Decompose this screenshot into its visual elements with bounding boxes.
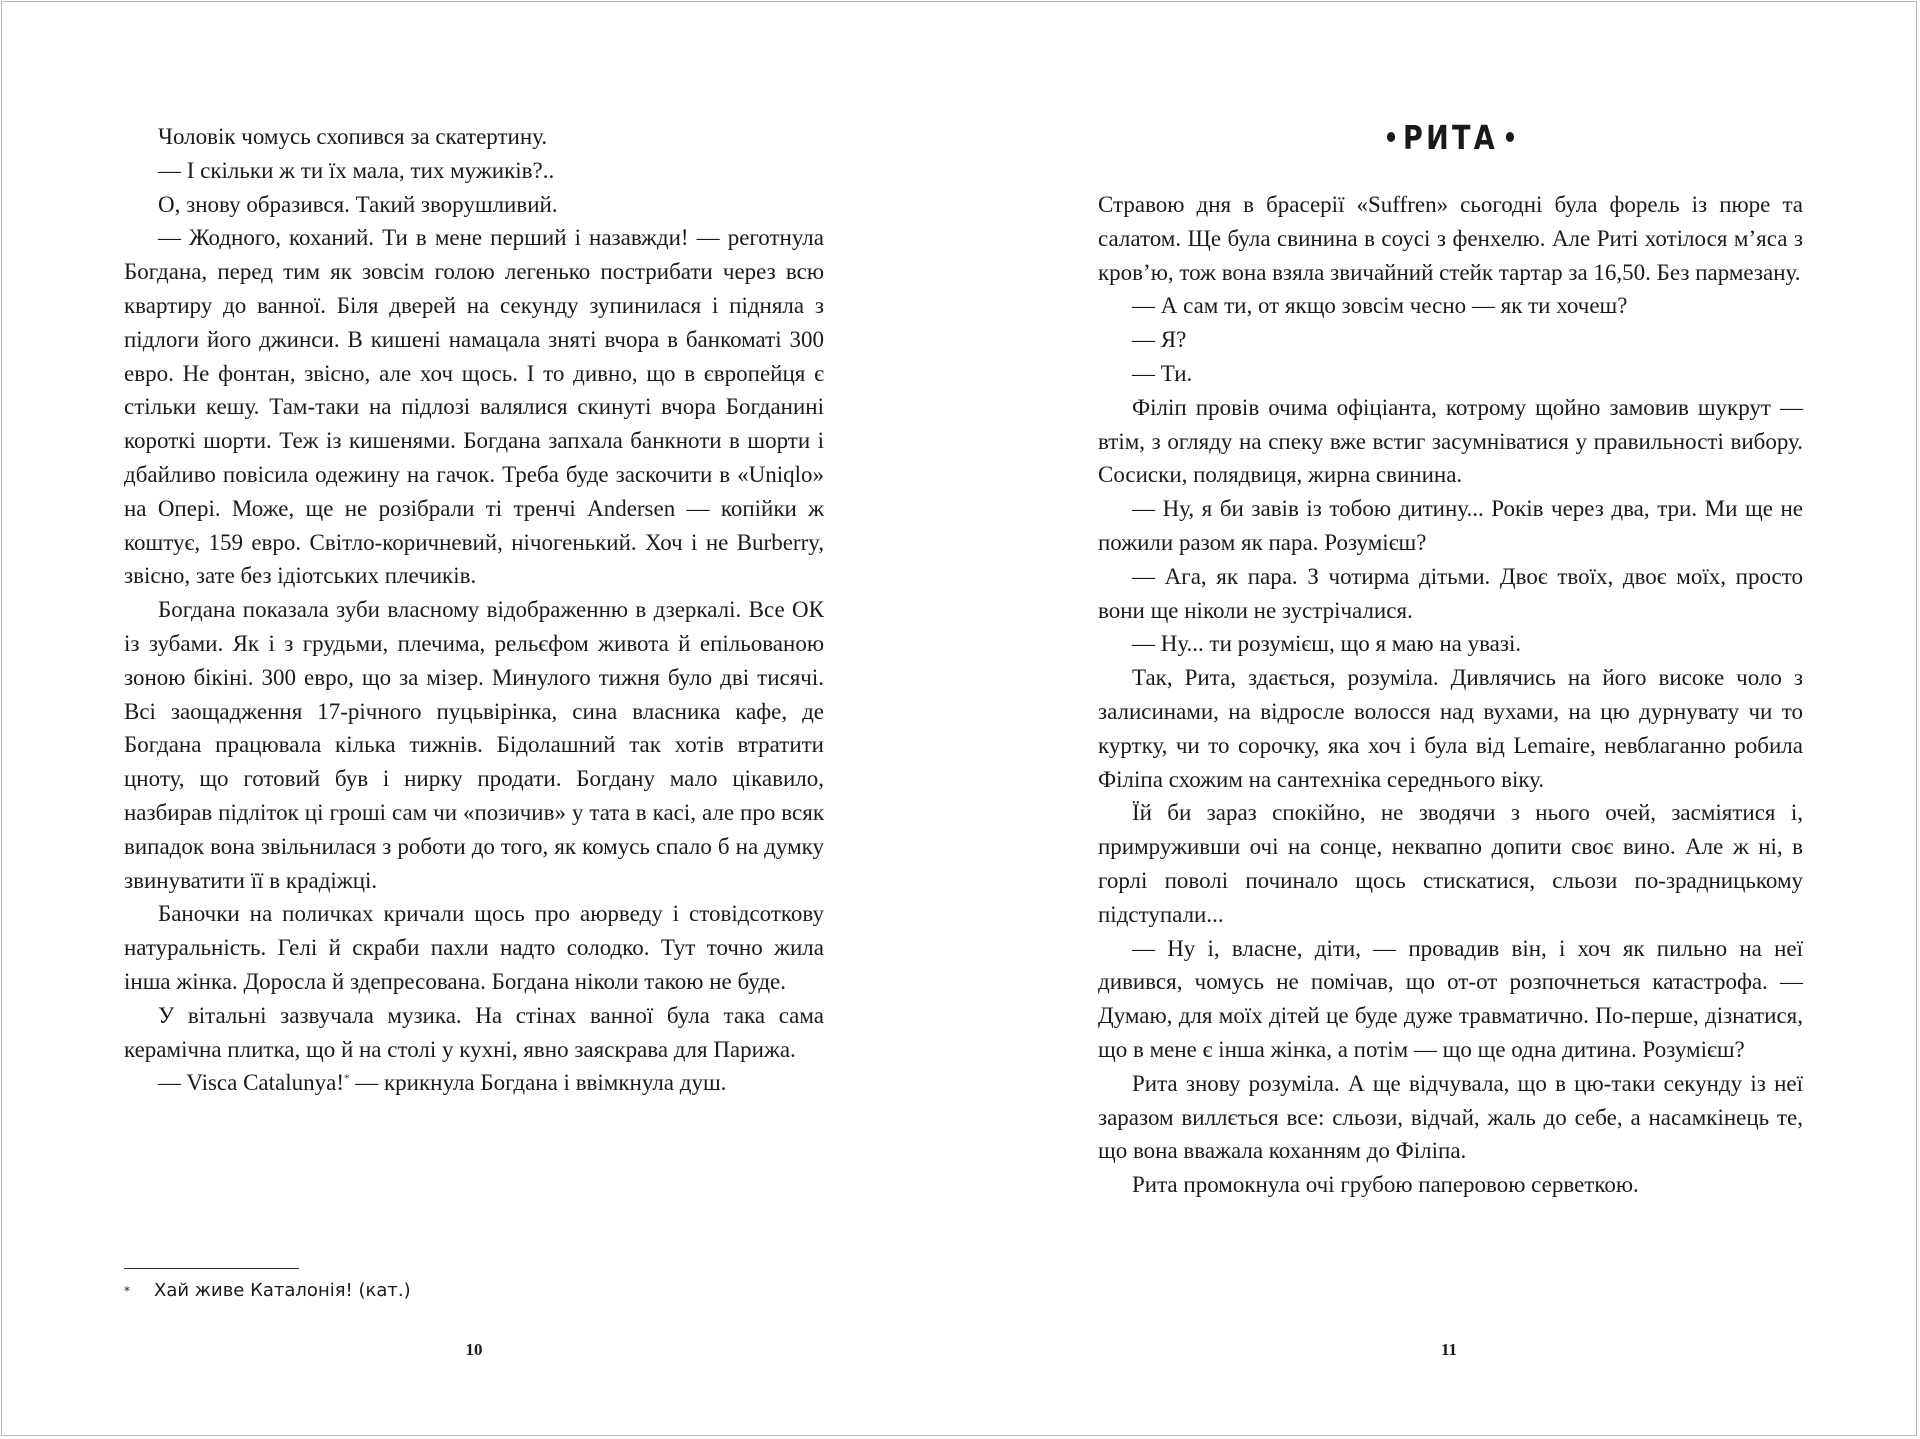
paragraph: Баночки на поличках кричали щось про аюрведу і стовідсоткову натуральність. Гелі й скраби пахли надто солодко. Тут точно жила інша жінка. Доросла й здепресована. Богдана ніколи такою не буде.	[124, 901, 824, 994]
right-page	[960, 0, 1920, 1439]
last-paragraph-start: — Visca Catalunya!	[158, 1070, 344, 1096]
page-number: 10	[465, 1340, 483, 1359]
paragraph: Рита знову розуміла. А ще відчувала, що в цю-таки секунду із неї заразом виллється все: сльози, відчай, жаль до себе, а насамкінець те, що вона вважала коханням до Філіпа.	[1098, 1070, 1803, 1164]
chapter-title-text: РИТА	[1402, 118, 1498, 157]
footnote-marker: *	[124, 1284, 130, 1298]
paragraph: — Я?	[1132, 327, 1187, 353]
paragraph: — Жодного, коханий. Ти в мене перший і назавжди! — реготнула Богдана, перед тим як зовсім голою легенько пострибати через всю квартиру до ванної. Біля дверей на секунду зупинилася і підняла з підлоги його джинси. В кишені намацала зняті вчора в банкоматі 300 евро. Не фонтан, звісно, але хоч щось. І то дивно, що в європейця є стільки кешу. Там-таки на підлозі валялися скинуті вчора Богданині короткі шорти. Теж із кишенями. Богдана запхала банкноти в шорти і дбайливо повісила одежину на гачок. Треба буде заскочити в «Uniqlo» на Опері. Може, ще не розібрали ті тренчі Andersen — копійки ж коштує, 159 евро. Світло-коричневий, нічогенький. Хоч і не Burberry, звісно, зате без ідіотських плечиків.	[124, 225, 824, 589]
footnote-reference: *	[343, 1072, 350, 1085]
paragraph: — Ну і, власне, діти, — провадив він, і хоч як пильно на неї дивився, чомусь не помічав, що от-от розпочнеться катастрофа. — Думаю, для моїх дітей це буде дуже травматично. По-перше, дізнатися, що в мене є інша жінка, а потім — що ще одна дитина. Розумієш?	[1098, 935, 1803, 1062]
paragraph: Їй би зараз спокійно, не зводячи з нього очей, засміятися і, примруживши очі на сонце, неквапно допити своє вино. Але ж ні, в горлі поволі починало щось стискатися, сльози по-зрадницькому підступали...	[1098, 800, 1803, 927]
footnote	[124, 1278, 411, 1304]
page-number: 11	[1440, 1340, 1458, 1359]
bullet-icon	[1506, 132, 1514, 142]
paragraph: О, знову образився. Такий зворушливий.	[158, 191, 558, 217]
footnote-text: Хай живе Каталонія! (кат.)	[154, 1280, 411, 1301]
paragraph: — Ага, як пара. З чотирма дітьми. Двоє твоїх, двоє моїх, просто вони ще ніколи не зустрічалися.	[1098, 563, 1803, 623]
footnote-divider	[124, 1268, 299, 1269]
bullet-icon	[1387, 132, 1395, 142]
paragraph: У вітальні зазвучала музика. На стінах ванної була така сама керамічна плитка, що й на столі у кухні, явно заяскрава для Парижа.	[124, 1002, 824, 1062]
paragraph: — Ну... ти розумієш, що я маю на увазі.	[1132, 631, 1522, 657]
last-paragraph-end: — крикнула Богдана і ввімкнула душ.	[349, 1070, 727, 1096]
right-page-body	[1098, 188, 1803, 1202]
paragraph: Рита промокнула очі грубою паперовою серветкою.	[1132, 1172, 1639, 1198]
paragraph-last	[124, 1066, 824, 1100]
chapter-title	[1161, 118, 1739, 158]
paragraph: Стравою дня в брасерії «Suffren» сьогодні була форель із пюре та салатом. Ще була свинина в соусі з фенхелю. Але Риті хотілося м’яса з кров’ю, тож вона взяла звичайний стейк тартар за 16,50. Без пармезану.	[1098, 192, 1803, 285]
paragraph: Богдана показала зуби власному відображенню в дзеркалі. Все ОК із зубами. Як і з грудьми, плечима, рельєфом живота й епільованою зоною бікіні. 300 евро, що за мізер. Минулого тижня було дві тисячі. Всі заощадження 17-річного пуцьвірінка, сина власника кафе, де Богдана працювала кілька тижнів. Бідолашний так хотів втратити цноту, що готовий був і нирку продати. Богдану мало цікавило, назбирав підліток ці гроші сам чи «позичив» у тата в касі, але про всяк випадок вона звільнилася з роботи до того, як комусь спало б на думку звинуватити її в крадіжці.	[124, 597, 824, 893]
paragraph: Так, Рита, здається, розуміла. Дивлячись на його високе чоло з залисинами, на відросле волосся над вухами, на цю дурнувату чи то куртку, чи то сорочку, яка хоч і була від Lemaire, невблаганно робила Філіпа схожим на сантехніка середнього віку.	[1098, 665, 1803, 792]
paragraph: Чоловік чомусь схопився за скатертину.	[158, 124, 548, 149]
paragraph: — Ну, я би завів із тобою дитину... Років через два, три. Ми ще не пожили разом як пара. Розумієш?	[1098, 496, 1803, 555]
paragraph: — А сам ти, от якщо зовсім чесно — як ти хочеш?	[1132, 293, 1628, 319]
paragraph: — Ти.	[1132, 360, 1193, 386]
paragraph: — І скільки ж ти їх мала, тих мужиків?..	[158, 157, 555, 183]
paragraph: Філіп провів очима офіціанта, котрому щойно замовив шукрут — втім, з огляду на спеку вже встиг засумніватися у правильності вибору. Сосиски, полядвиця, жирна свинина.	[1098, 394, 1803, 488]
left-page-body	[124, 120, 824, 1100]
